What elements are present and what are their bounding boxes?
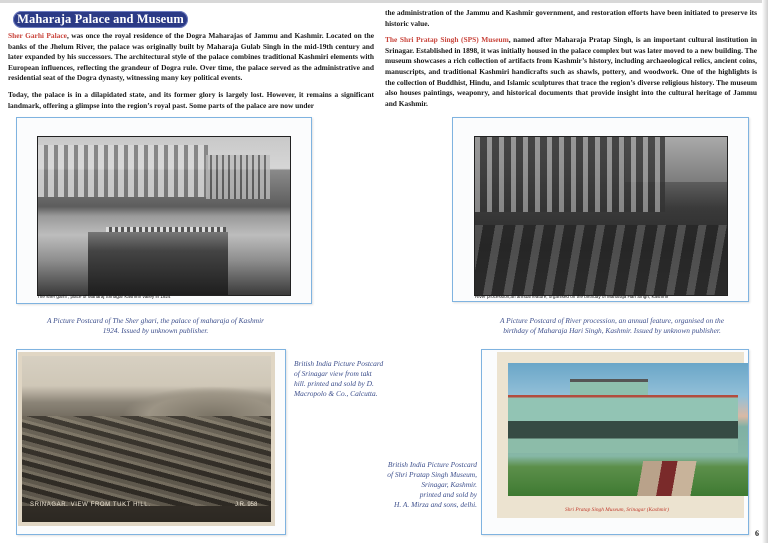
figure-3-caption-line-2: of Srinagar view from takt: [294, 369, 372, 378]
right-text-column: [385, 8, 757, 115]
sher-garhi-paragraph: [8, 31, 374, 84]
page-number: 6: [755, 529, 759, 538]
hills: [122, 386, 271, 416]
left-text-column: [8, 31, 374, 117]
figure-2-photo-caption: River procession,an annual feature, organised on the birthday of Maharaja Hari Singh, Kashmir: [475, 294, 669, 299]
houseboat: [88, 232, 228, 295]
sher-garhi-highlight: Sher Garhi Palace: [8, 31, 67, 40]
sps-museum-text: , named after Maharaja Pratap Singh, is an important cultural institution in Srinagar. Established in 1898, it was initially housed in the palace complex but was later moved to a new building. The museum showcases a rich collection of artifacts from Kashmir’s history, including archaeological relics, ancient coins, manuscripts, and traditional Kashmiri handicrafts such as shawls, pottery, and woodwork. One of the highlights is the collection of Buddhist, Hindu, and Islamic sculptures that trace the region’s diverse religious history. The museum also houses paintings, weaponry, and historical documents that provide insight into the cultural heritage of Jammu and Kashmir.: [385, 35, 757, 108]
figure-4-photo-caption: Shri Pratap Singh Museum, Srinagar (Kashmir): [565, 507, 669, 513]
figure-2-caption-line-2: birthday of Maharaja Hari Singh, Kashmir. Issued by unknown publisher.: [503, 326, 721, 335]
figure-4-caption: [374, 460, 477, 510]
museum-building: [508, 395, 738, 453]
figure-1-caption: [33, 316, 278, 336]
figure-3-caption: [294, 359, 394, 399]
figure-4-caption-line-1: British India Picture Postcard: [387, 460, 477, 469]
figure-4-caption-line-5: H. A. Mirza and sons, delhi.: [393, 500, 477, 509]
srinagar-view-photo: [22, 356, 271, 522]
river-procession-photo: [474, 136, 728, 296]
figure-3-caption-line-3: hill. printed and sold by D.: [294, 379, 374, 388]
page-top-edge: [0, 0, 768, 3]
palace-today-paragraph: Today, the palace is in a dilapidated state, and its former glory is largely lost. However, it remains a significant landmark, offering a glimpse into the region’s royal past. Some parts of the palace are now under: [8, 89, 374, 110]
palace-buildings: [475, 137, 665, 212]
figure-4-caption-line-4: printed and sold by: [419, 490, 477, 499]
figure-1-photo-caption: The sher garhi , place of Maharaj Srinagar Kashmir valley in 1924: [37, 294, 171, 299]
sps-museum-highlight: The Shri Pratap Singh (SPS) Museum: [385, 35, 509, 45]
figure-1-caption-line-2: 1924. Issued by unknown publisher.: [102, 326, 209, 335]
sps-museum-paragraph: [385, 35, 757, 109]
figure-2-caption: [478, 316, 746, 336]
palace-side-buildings: [206, 155, 270, 199]
figure-3-photo-label: SRINAGAR. VIEW FROM TUKT HILL.: [30, 502, 151, 508]
figure-2-caption-line-1: A Picture Postcard of River procession, an annual feature, organised on the: [499, 316, 725, 325]
sher-garhi-photo: [37, 136, 291, 296]
figure-3-caption-line-4: Macropolo & Co., Calcutta.: [294, 389, 378, 398]
section-title: Maharaja Palace and Museum: [13, 11, 188, 28]
sher-garhi-text: , was once the royal residence of the Dogra Maharajas of Jammu and Kashmir. Located on the banks of the Jhelum River, the palace was originally built by Maharaja Gulab Singh in the mid-19th century and later expanded by his successors. The architectural style of the palace combines traditional Kashmiri elements with European influences, reflecting the grandeur of Dogra rule. Over time, the palace served as the administrative and residential seat of the Dogra dynasty, witnessing many key political events.: [8, 31, 375, 83]
garden-path: [628, 461, 698, 496]
palace-continuation-paragraph: the administration of the Jammu and Kashmir government, and restoration efforts have been initiated to preserve its historic value.: [385, 8, 757, 28]
page-right-edge: [762, 0, 768, 543]
figure-3-caption-line-1: British India Picture Postcard: [294, 359, 384, 368]
figure-4-caption-line-2: of Shri Pratap Singh Museum,: [387, 470, 477, 479]
town-rooftops: [22, 416, 271, 506]
procession-boats: [475, 225, 727, 295]
sps-museum-photo: [508, 363, 748, 496]
figure-4-caption-line-3: Srinagar, Kashmir.: [421, 480, 477, 489]
figure-1-caption-line-1: A Picture Postcard of The Sher ghari, the palace of maharaja of Kashmir: [46, 316, 265, 325]
figure-3-photo-number: J.R. 958: [235, 502, 258, 508]
palace-facade: [38, 145, 208, 197]
